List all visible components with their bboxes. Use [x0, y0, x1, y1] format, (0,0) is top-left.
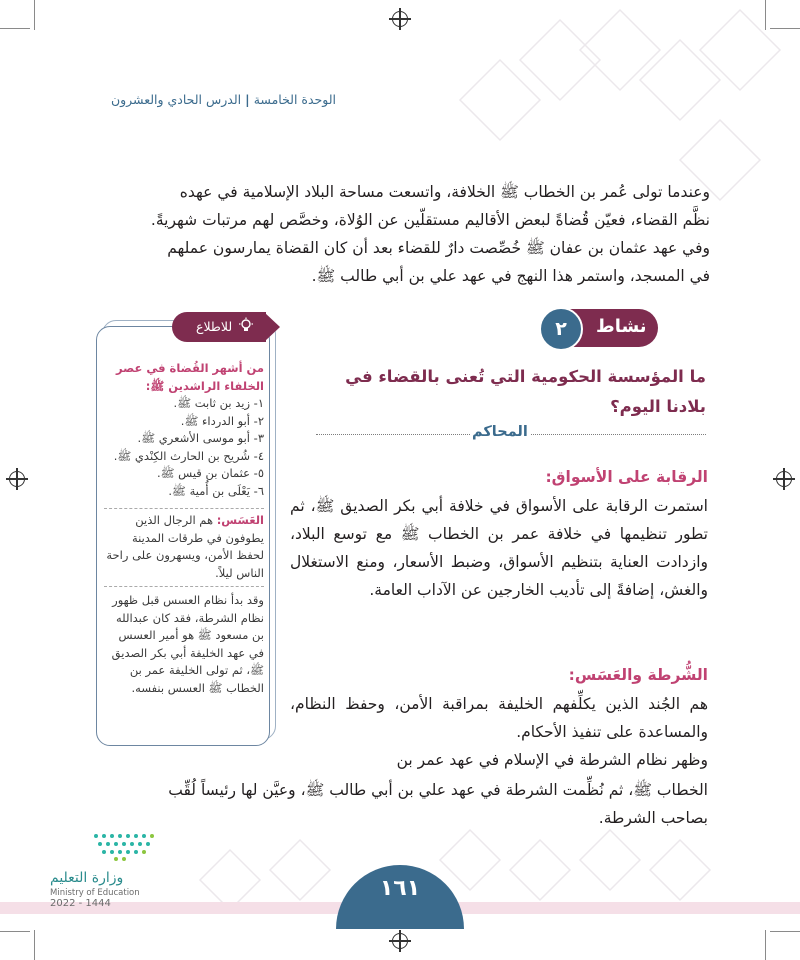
police-title: الشُّرطة والعَسَس: — [568, 666, 708, 684]
asas-definition: هم الرجال الذين يطوفون في طرقات المدينة لحفظ الأمن، ويسهرون على راحة الناس ليلاً. — [106, 513, 264, 580]
police-text: هم الجُند الذين يكلِّفهم الخليفة بمراقبة الأمن، وحفظ النظام، والمساعدة على تنفيذ الأحكام. — [290, 695, 708, 741]
lightbulb-icon — [238, 317, 254, 333]
activity-label: نشاط — [596, 316, 647, 337]
activity-answer: المحاكم — [472, 424, 528, 440]
sidebar-tab-arrow — [264, 312, 280, 342]
police-text: بصاحب الشرطة. — [598, 809, 708, 827]
sidebar-asas — [104, 512, 264, 582]
list-item: ١- زيد بن ثابت ﷺ. — [173, 396, 264, 410]
judges-list — [104, 395, 264, 500]
ministry-name-en: Ministry of Education — [50, 888, 140, 898]
unit-title: الوحدة الخامسة — [253, 92, 336, 107]
markets-title: الرقابة على الأسواق: — [545, 468, 708, 486]
activity-number: ٢ — [539, 307, 583, 351]
list-item: ٥- عثمان بن قيس ﷺ. — [156, 466, 264, 480]
sidebar-title: من أشهر القُضاة في عصر الخلفاء الراشدين ﷺ: — [116, 361, 264, 393]
lesson-title: الدرس الحادي والعشرون — [110, 92, 242, 107]
sidebar-judges — [104, 360, 264, 500]
sidebar-divider — [104, 508, 264, 509]
police-text: وظهر نظام الشرطة في الإسلام في عهد عمر بن — [396, 751, 708, 769]
sidebar-history: وقد بدأ نظام العسس قبل ظهور نظام الشرطة، فقد كان عبدالله بن مسعود ﷺ هو أمير العسس في عهد الخليفة أبي بكر الصديق ﷺ، ثم تولى الخليفة عمر بن الخطاب ﷺ العسس بنفسه. — [111, 593, 264, 695]
sidebar-tab-label: للاطلاع — [196, 319, 233, 334]
sidebar-divider — [104, 586, 264, 587]
intro-line: وعندما تولى عُمر بن الخطاب ﷺ الخلافة، واتسعت مساحة البلاد الإسلامية في عهده — [179, 183, 710, 201]
markets-text: استمرت الرقابة على الأسواق في خلافة أبي بكر الصديق ﷺ، ثم تطور تنظيمها في خلافة عمر بن الخطاب ﷺ مع توسع البلاد، وازدادت العناية بتنظيم الأسواق، وضبط الأسعار، ومنع الاستغلال والغش، إضافةً إلى تأديب الخارجين عن الآداب العامة. — [290, 497, 708, 599]
ministry-name: وزارة التعليم — [50, 870, 124, 886]
intro-line: في المسجد، واستمر هذا النهج في عهد علي بن أبي طالب ﷺ. — [311, 267, 710, 285]
edition-year: 2022 - 1444 — [50, 898, 111, 909]
list-item: ٣- أبو موسى الأشعري ﷺ. — [137, 431, 264, 445]
list-item: ٦- يَعْلَى بن أُمية ﷺ. — [168, 483, 264, 498]
page-number: ١٦١ — [379, 876, 421, 901]
list-item: ٤- شُريح بن الحارث الكِنْدي ﷺ. — [113, 448, 264, 463]
intro-paragraph — [82, 178, 710, 290]
activity-question: ما المؤسسة الحكومية التي تُعنى بالقضاء في بلادنا اليوم؟ — [345, 367, 706, 416]
asas-term: العَسَس: — [216, 513, 264, 527]
page-header — [111, 92, 336, 107]
police-text: الخطاب ﷺ، ثم نُظِّمت الشرطة في عهد علي بن أبي طالب ﷺ، وعيَّن لها رئيساً لُقِّب — [168, 781, 708, 799]
police-continuation — [82, 776, 708, 832]
list-item: ٢- أبو الدرداء ﷺ. — [180, 413, 264, 428]
ministry-logo-dots — [92, 832, 154, 862]
intro-line: وفي عهد عثمان بن عفان ﷺ خُصِّصت دارٌ للقضاء بعد أن كان القضاة يمارسون عملهم — [167, 239, 710, 257]
intro-line: نظَّم القضاء، فعيّن قُضاةً لبعض الأقاليم مستقلّين عن الوُلاة، وخصَّص لهم مرتبات شهريةً. — [150, 211, 710, 229]
markets-section — [290, 466, 708, 604]
police-section — [290, 664, 708, 774]
header-separator: | — [245, 92, 250, 107]
